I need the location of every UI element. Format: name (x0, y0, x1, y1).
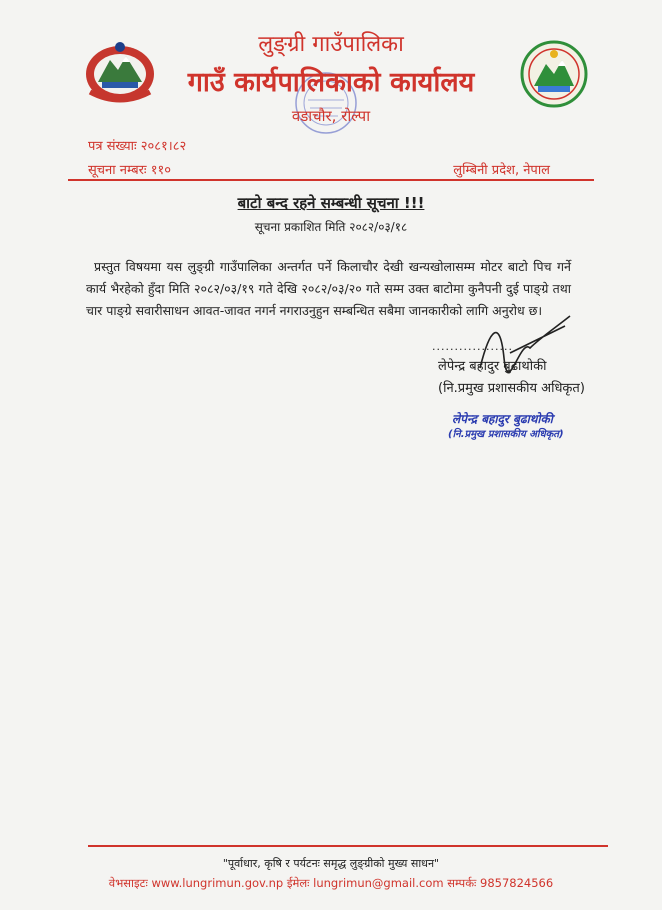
footer-slogan: "पूर्वाधार, कृषि र पर्यटनः समृद्ध लुङ्ग्रीको मुख्य साधन" (222, 857, 440, 870)
office-address: वडाचौर, रोल्पा (291, 107, 371, 125)
letter-number: पत्र संख्याः २०८१।८२ (88, 139, 187, 154)
notice-title: बाटो बन्द रहने सम्बन्धी सूचना !!! (237, 194, 425, 212)
notice-number: सूचना नम्बरः ११० (88, 163, 171, 178)
footer-contact: वेभसाइटः www.lungrimun.gov.np ईमेलः lungrimun@gmail.com सम्पर्कः 9857824566 (108, 876, 554, 890)
signature-line: .................. (432, 340, 513, 353)
signatory-designation: (नि.प्रमुख प्रशासकीय अधिकृत) (438, 381, 585, 396)
municipality-name: लुङ्ग्री गाउँपालिका (258, 32, 404, 57)
notice-body: प्रस्तुत विषयमा यस लुङ्ग्री गाउँपालिका अन्तर्गत पर्ने किलाचौर देखी खन्यखोलासम्म मोटर बाटो पिच गर्ने कार्य भैरहेको हुँदा मिति २०८२/०३/१९ गते देखि २०८२/०३/२० गते सम्म उक्त बाटोमा कुनैपनी दुई पाङ्ग्रे तथा चार पाङ्ग्रे सवारीसाधन आवत-जावत नगर्न नगराउनुहुन सम्बन्धित सबैमा जानकारीको लागि अनुरोध छ। (86, 259, 571, 318)
header-divider (68, 179, 594, 181)
footer-divider (88, 845, 608, 847)
province-name: लुम्बिनी प्रदेश, नेपाल (453, 163, 550, 178)
name-stamp: लेपेन्द्र बहादुर बुढाथोकी (452, 412, 553, 426)
designation-stamp: (नि.प्रमुख प्रशासकीय अधिकृत) (448, 429, 564, 440)
office-name: गाउँ कार्यपालिकाको कार्यालय (187, 67, 475, 98)
signatory-name: लेपेन्द्र बहादुर बुढाथोकी (438, 359, 547, 374)
publication-date: सूचना प्रकाशित मिति २०८२/०३/१८ (254, 220, 408, 234)
